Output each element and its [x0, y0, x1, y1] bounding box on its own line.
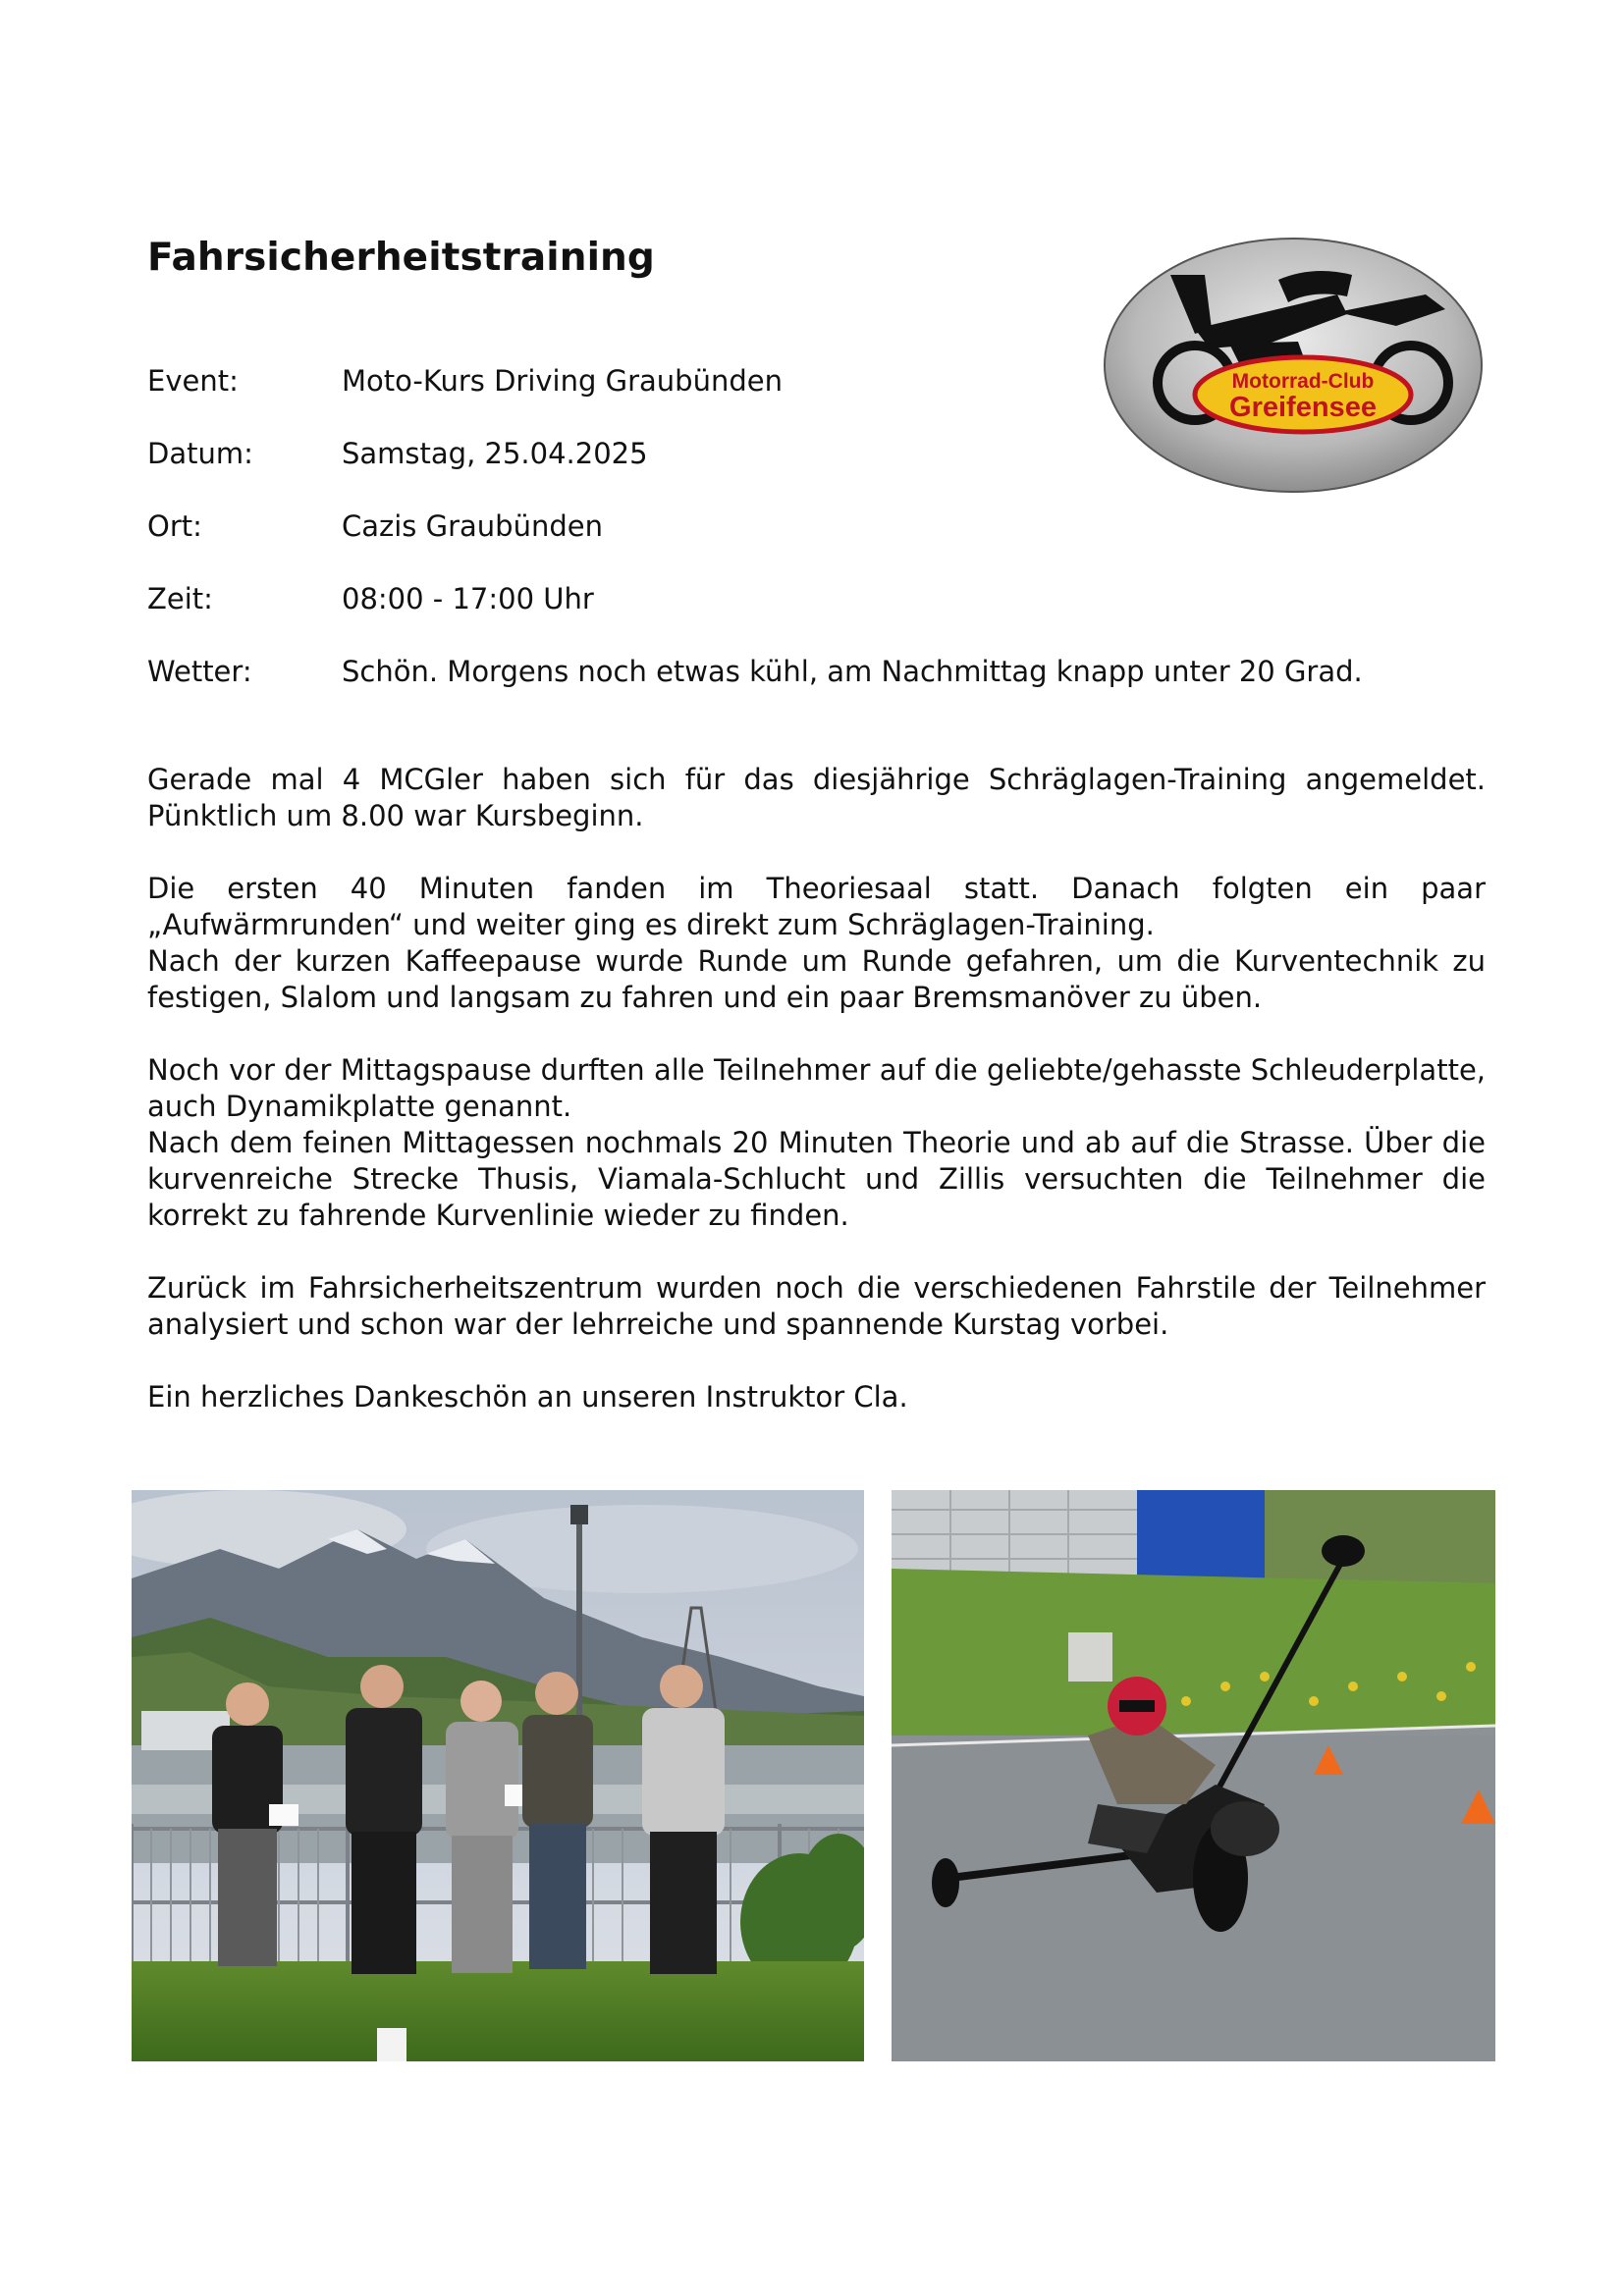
- rider-photo: [892, 1490, 1495, 2061]
- body-paragraph-2: [147, 871, 1486, 1016]
- info-label: Zeit:: [147, 582, 213, 615]
- paragraph: Nach der kurzen Kaffeepause wurde Runde um Runde gefahren, um die Kurventechnik zu festigen, Slalom und langsam zu fahren und ein paar Bremsmanöver zu üben.: [147, 944, 1486, 1014]
- paragraph: Gerade mal 4 MCGler haben sich für das diesjährige Schräglagen-Training angemeldet. Pünktlich um 8.00 war Kursbeginn.: [147, 763, 1486, 832]
- logo-line2: Greifensee: [1229, 392, 1377, 423]
- paragraph: Die ersten 40 Minuten fanden im Theoriesaal statt. Danach folgten ein paar „Aufwärmrunden“ und weiter ging es direkt zum Schräglagen-Training.: [147, 872, 1486, 941]
- body-paragraph-3: [147, 1052, 1486, 1234]
- club-logo: [1102, 236, 1485, 496]
- info-value: 08:00 - 17:00 Uhr: [342, 582, 594, 615]
- paragraph: Zurück im Fahrsicherheitszentrum wurden noch die verschiedenen Fahrstile der Teilnehmer analysiert und schon war der lehrreiche und spannende Kurstag vorbei.: [147, 1271, 1486, 1341]
- paragraph: Nach dem feinen Mittagessen nochmals 20 Minuten Theorie und ab auf die Strasse. Über die kurvenreiche Strecke Thusis, Viamala-Schlucht und Zillis versuchten die Teilnehmer die korrekt zu fahrende Kurvenlinie wieder zu finden.: [147, 1126, 1486, 1232]
- logo-line1: Motorrad-Club: [1231, 370, 1375, 393]
- body-paragraph-1: [147, 762, 1486, 834]
- info-value: Moto-Kurs Driving Graubünden: [342, 364, 783, 398]
- page-title: Fahrsicherheitstraining: [147, 236, 655, 280]
- info-label: Ort:: [147, 509, 202, 543]
- paragraph: Ein herzliches Dankeschön an unseren Instruktor Cla.: [147, 1380, 908, 1414]
- body-paragraph-4: [147, 1270, 1486, 1343]
- body-paragraph-5: [147, 1379, 1486, 1415]
- info-label: Event:: [147, 364, 239, 398]
- info-value: Samstag, 25.04.2025: [342, 437, 648, 470]
- group-photo: [132, 1490, 864, 2061]
- info-value: Schön. Morgens noch etwas kühl, am Nachmittag knapp unter 20 Grad.: [342, 655, 1363, 688]
- info-label: Wetter:: [147, 655, 252, 688]
- paragraph: Noch vor der Mittagspause durften alle Teilnehmer auf die geliebte/gehasste Schleuderplatte, auch Dynamikplatte genannt.: [147, 1053, 1486, 1123]
- info-label: Datum:: [147, 437, 253, 470]
- info-value: Cazis Graubünden: [342, 509, 603, 543]
